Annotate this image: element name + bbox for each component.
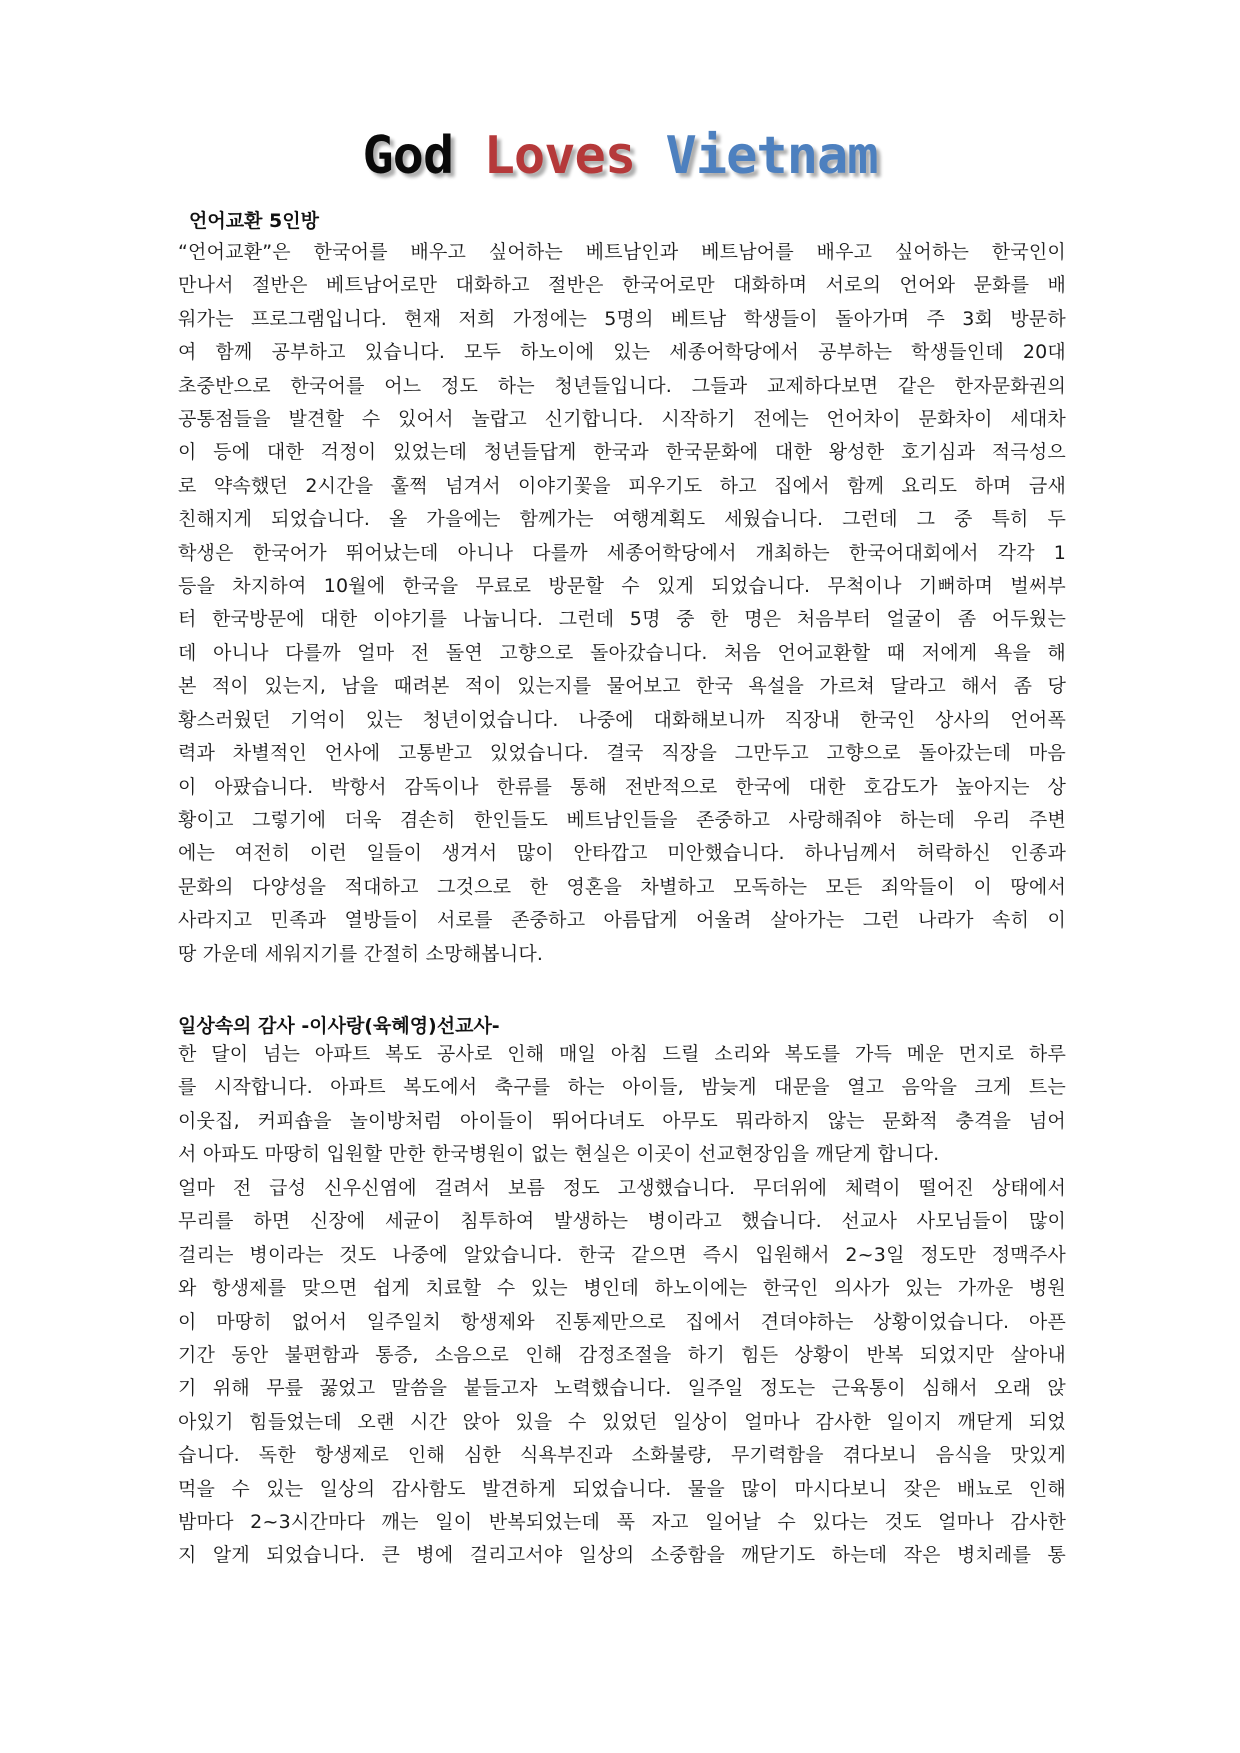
body-line: 황이고 그렇기에 더욱 겸손히 한인들도 베트남인들을 존중하고 사랑해줘야 하는데 우리 주변	[178, 808, 1066, 831]
body-line: 지 알게 되었습니다. 큰 병에 걸리고서야 일상의 소중함을 깨닫기도 하는데 작은 병치레를 통	[178, 1544, 1066, 1567]
body-line: 습니다. 독한 항생제로 인해 심한 식욕부진과 소화불량, 무기력함을 겪다보니 음식을 맛있게	[178, 1444, 1066, 1467]
section-heading-daily-gratitude: 일상속의 감사 -이사랑(육혜영)선교사-	[178, 1015, 500, 1037]
body-line: 황스러웠던 기억이 있는 청년이었습니다. 나중에 대화해보니까 직장내 한국인 상사의 언어폭	[178, 708, 1066, 731]
section-body-daily-gratitude-p1	[178, 1038, 1066, 1172]
body-line: 터 한국방문에 대한 이야기를 나눕니다. 그런데 5명 중 한 명은 처음부터 얼굴이 좀 어두웠는	[178, 608, 1066, 631]
page-title	[0, 124, 1240, 188]
body-line: 친해지게 되었습니다. 올 가을에는 함께가는 여행계획도 세웠습니다. 그런데 그 중 특히 두	[178, 508, 1066, 531]
body-line: 본 적이 있는지, 남을 때려본 적이 있는지를 물어보고 한국 욕설을 가르쳐 달라고 해서 좀 당	[178, 675, 1066, 698]
body-line: 워가는 프로그램입니다. 현재 저희 가정에는 5명의 베트남 학생들이 돌아가며 주 3회 방문하	[178, 307, 1066, 330]
title-word-vietnam: Vietnam	[665, 126, 878, 186]
body-line: 이 등에 대한 걱정이 있었는데 청년들답게 한국과 한국문화에 대한 왕성한 호기심과 적극성으	[178, 441, 1066, 464]
body-line: 땅 가운데 세워지기를 간절히 소망해봅니다.	[178, 942, 544, 965]
body-line: 서 아파도 마땅히 입원할 만한 한국병원이 없는 현실은 이곳이 선교현장임을 깨닫게 합니다.	[178, 1143, 940, 1166]
section-heading-language-exchange: 언어교환 5인방	[189, 210, 319, 232]
title-word-god: God	[362, 126, 454, 186]
body-line: 로 약속했던 2시간을 훌쩍 넘겨서 이야기꽃을 피우기도 하고 집에서 함께 요리도 하며 금새	[178, 474, 1066, 497]
body-line: 에는 여전히 이런 일들이 생겨서 많이 안타깝고 미안했습니다. 하나님께서 허락하신 인종과	[178, 842, 1066, 865]
body-line: 초중반으로 한국어를 어느 정도 하는 청년들입니다. 그들과 교제하다보면 같은 한자문화권의	[178, 374, 1066, 397]
body-line: 력과 차별적인 언사에 고통받고 있었습니다. 결국 직장을 그만두고 고향으로 돌아갔는데 마음	[178, 742, 1066, 765]
body-line: 이웃집, 커피숍을 놀이방처럼 아이들이 뛰어다녀도 아무도 뭐라하지 않는 문화적 충격을 넘어	[178, 1109, 1066, 1132]
body-line: 얼마 전 급성 신우신염에 걸려서 보름 정도 고생했습니다. 무더위에 체력이 떨어진 상태에서	[178, 1177, 1066, 1199]
body-line: 이 마땅히 없어서 일주일치 항생제와 진통제만으로 집에서 견뎌야하는 상황이었습니다. 아픈	[178, 1310, 1066, 1333]
body-line: 밤마다 2~3시간마다 깨는 일이 반복되었는데 푹 자고 일어날 수 있다는 것도 얼마나 감사한	[178, 1511, 1066, 1534]
body-line: 이 아팠습니다. 박항서 감독이나 한류를 통해 전반적으로 한국에 대한 호감도가 높아지는 상	[178, 775, 1066, 798]
body-line: 걸리는 병이라는 것도 나중에 알았습니다. 한국 같으면 즉시 입원해서 2~3일 정도만 정맥주사	[178, 1243, 1066, 1266]
title-word-loves: Loves	[483, 126, 636, 186]
body-line: 무리를 하면 신장에 세균이 침투하여 발생하는 병이라고 했습니다. 선교사 사모님들이 많이	[178, 1210, 1066, 1233]
body-line: 여 함께 공부하고 있습니다. 모두 하노이에 있는 세종어학당에서 공부하는 학생들인데 20대	[178, 341, 1066, 364]
body-line: 사라지고 민족과 열방들이 서로를 존중하고 아름답게 어울려 살아가는 그런 나라가 속히 이	[178, 909, 1066, 932]
section-body-language-exchange	[178, 236, 1066, 971]
body-line: 한 달이 넘는 아파트 복도 공사로 인해 매일 아침 드릴 소리와 복도를 가득 메운 먼지로 하루	[178, 1043, 1066, 1065]
body-line: “언어교환”은 한국어를 배우고 싶어하는 베트남인과 베트남어를 배우고 싶어하는 한국인이	[178, 241, 1066, 263]
body-line: 기간 동안 불편함과 통증, 소음으로 인해 감정조절을 하기 힘든 상황이 반복 되었지만 살아내	[178, 1344, 1066, 1367]
body-line: 공통점들을 발견할 수 있어서 놀랍고 신기합니다. 시작하기 전에는 언어차이 문화차이 세대차	[178, 408, 1066, 431]
body-line: 를 시작합니다. 아파트 복도에서 축구를 하는 아이들, 밤늦게 대문을 열고 음악을 크게 트는	[178, 1076, 1066, 1099]
body-line: 기 위해 무릎 꿇었고 말씀을 붙들고자 노력했습니다. 일주일 정도는 근육통이 심해서 오래 앉	[178, 1377, 1066, 1400]
body-line: 등을 차지하여 10월에 한국을 무료로 방문할 수 있게 되었습니다. 무척이나 기뻐하며 벌써부	[178, 575, 1066, 598]
section-body-daily-gratitude-p2	[178, 1172, 1066, 1573]
body-line: 만나서 절반은 베트남어로만 대화하고 절반은 한국어로만 대화하며 서로의 언어와 문화를 배	[178, 274, 1066, 297]
body-line: 데 아니나 다를까 얼마 전 돌연 고향으로 돌아갔습니다. 처음 언어교환할 때 저에게 욕을 해	[178, 641, 1066, 664]
body-line: 아있기 힘들었는데 오랜 시간 앉아 있을 수 있었던 일상이 얼마나 감사한 일이지 깨닫게 되었	[178, 1410, 1066, 1433]
body-line: 먹을 수 있는 일상의 감사함도 발견하게 되었습니다. 물을 많이 마시다보니 잦은 배뇨로 인해	[178, 1477, 1066, 1500]
body-line: 와 항생제를 맞으면 쉽게 치료할 수 있는 병인데 하노이에는 한국인 의사가 있는 가까운 병원	[178, 1277, 1066, 1300]
body-line: 학생은 한국어가 뛰어났는데 아니나 다를까 세종어학당에서 개최하는 한국어대회에서 각각 1	[178, 541, 1066, 564]
body-line: 문화의 다양성을 적대하고 그것으로 한 영혼을 차별하고 모독하는 모든 죄악들이 이 땅에서	[178, 875, 1066, 898]
